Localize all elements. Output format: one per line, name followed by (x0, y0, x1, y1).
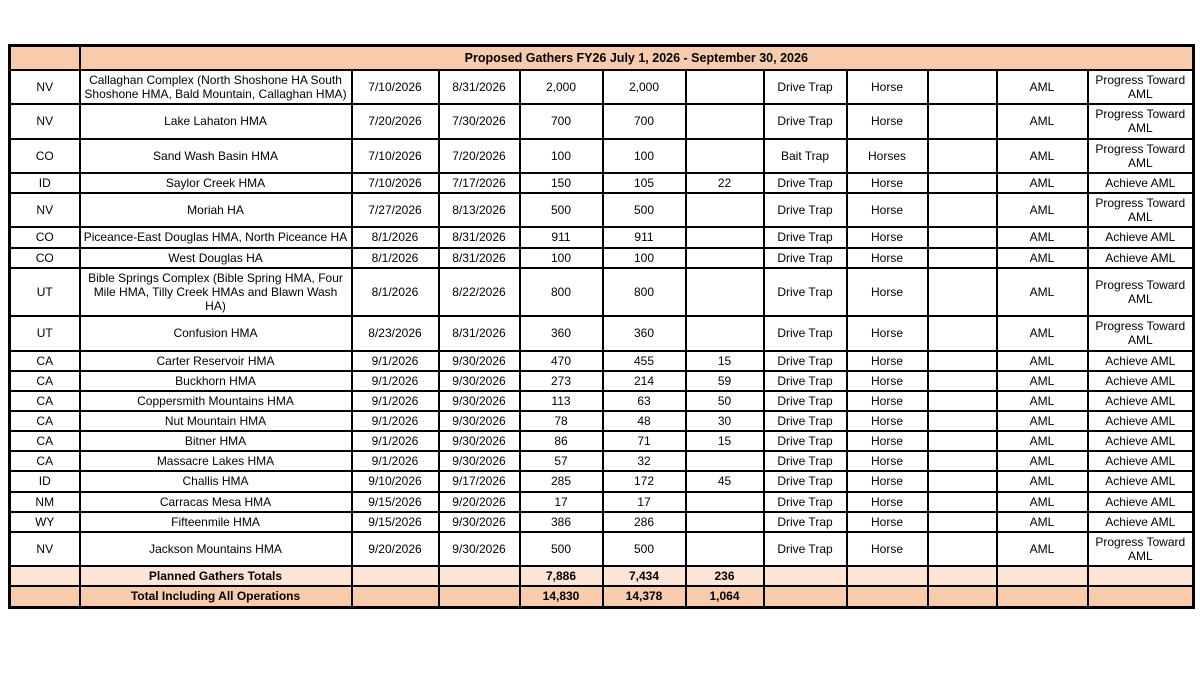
table-cell (928, 193, 997, 227)
table-cell (928, 351, 997, 371)
table-cell: 9/1/2026 (352, 351, 439, 371)
table-row (10, 248, 1194, 268)
table-cell: Drive Trap (764, 512, 847, 532)
table-cell: Achieve AML (1088, 451, 1194, 471)
table-cell: 105 (603, 173, 686, 193)
table-cell (686, 139, 764, 173)
table-cell: Lake Lahaton HMA (80, 104, 352, 138)
table-cell: 14,378 (603, 586, 686, 607)
table-cell: 30 (686, 411, 764, 431)
table-cell: 2,000 (520, 70, 603, 104)
table-cell: AML (997, 371, 1088, 391)
table-cell: Horse (847, 391, 928, 411)
table-cell (439, 586, 520, 607)
table-cell (352, 566, 439, 586)
table-row (10, 411, 1194, 431)
table-cell: 800 (603, 268, 686, 316)
table-cell: Drive Trap (764, 227, 847, 247)
table-cell: Progress Toward AML (1088, 104, 1194, 138)
table-cell: 7/20/2026 (439, 139, 520, 173)
table-cell: Nut Mountain HMA (80, 411, 352, 431)
table-cell (928, 268, 997, 316)
table-cell: NV (10, 104, 80, 138)
table-cell: NV (10, 70, 80, 104)
table-cell: CO (10, 227, 80, 247)
table-cell (928, 391, 997, 411)
table-cell: 59 (686, 371, 764, 391)
table-cell: Drive Trap (764, 471, 847, 491)
table-cell: 15 (686, 431, 764, 451)
table-cell: Piceance-East Douglas HMA, North Piceance HA (80, 227, 352, 247)
table-cell: AML (997, 411, 1088, 431)
table-cell (686, 532, 764, 566)
table-title-row (10, 46, 1194, 71)
table-cell: 50 (686, 391, 764, 411)
table-cell: AML (997, 104, 1088, 138)
table-cell: 7/10/2026 (352, 70, 439, 104)
table-cell: AML (997, 248, 1088, 268)
table-cell: AML (997, 193, 1088, 227)
table-cell: 150 (520, 173, 603, 193)
gather-table-body (10, 46, 1194, 608)
table-cell: Horses (847, 139, 928, 173)
table-cell: 113 (520, 391, 603, 411)
table-row (10, 451, 1194, 471)
table-row (10, 173, 1194, 193)
table-cell (847, 586, 928, 607)
table-cell: Drive Trap (764, 451, 847, 471)
table-cell: Horse (847, 451, 928, 471)
table-cell: Horse (847, 193, 928, 227)
table-cell: 214 (603, 371, 686, 391)
table-cell: CA (10, 451, 80, 471)
table-cell: Fifteenmile HMA (80, 512, 352, 532)
table-cell: 360 (520, 316, 603, 350)
table-cell (928, 586, 997, 607)
table-cell: Drive Trap (764, 431, 847, 451)
table-cell (928, 431, 997, 451)
table-cell: 470 (520, 351, 603, 371)
table-cell: AML (997, 431, 1088, 451)
table-cell: Callaghan Complex (North Shoshone HA South Shoshone HMA, Bald Mountain, Callaghan HMA) (80, 70, 352, 104)
table-cell: 100 (603, 248, 686, 268)
table-cell: Carracas Mesa HMA (80, 492, 352, 512)
table-cell: 911 (603, 227, 686, 247)
table-cell: AML (997, 173, 1088, 193)
table-cell (686, 104, 764, 138)
table-cell (928, 512, 997, 532)
table-cell: AML (997, 227, 1088, 247)
table-cell: AML (997, 316, 1088, 350)
table-cell: 8/31/2026 (439, 248, 520, 268)
table-cell: NV (10, 532, 80, 566)
table-cell: CA (10, 371, 80, 391)
table-cell: Bitner HMA (80, 431, 352, 451)
table-cell (928, 492, 997, 512)
table-cell: 9/15/2026 (352, 512, 439, 532)
table-cell: UT (10, 268, 80, 316)
table-cell: Drive Trap (764, 492, 847, 512)
table-cell: AML (997, 532, 1088, 566)
table-cell: 8/1/2026 (352, 227, 439, 247)
table-cell: 78 (520, 411, 603, 431)
table-cell: Drive Trap (764, 391, 847, 411)
table-cell: 71 (603, 431, 686, 451)
table-cell: 285 (520, 471, 603, 491)
table-cell: Horse (847, 227, 928, 247)
table-cell: Drive Trap (764, 193, 847, 227)
table-cell: 7/30/2026 (439, 104, 520, 138)
table-cell: 500 (520, 532, 603, 566)
table-cell: 7/17/2026 (439, 173, 520, 193)
table-cell (352, 586, 439, 607)
table-cell: 700 (603, 104, 686, 138)
table-cell: 7/10/2026 (352, 173, 439, 193)
table-cell: 8/31/2026 (439, 316, 520, 350)
table-cell: Drive Trap (764, 173, 847, 193)
table-title: Proposed Gathers FY26 July 1, 2026 - September 30, 2026 (80, 46, 1194, 71)
table-cell: Drive Trap (764, 70, 847, 104)
table-cell: 7/20/2026 (352, 104, 439, 138)
table-cell: Horse (847, 104, 928, 138)
table-cell (928, 566, 997, 586)
table-cell: Saylor Creek HMA (80, 173, 352, 193)
table-cell: Achieve AML (1088, 173, 1194, 193)
table-cell: 273 (520, 371, 603, 391)
table-cell: 9/30/2026 (439, 391, 520, 411)
table-cell: 236 (686, 566, 764, 586)
table-row (10, 193, 1194, 227)
table-row (10, 492, 1194, 512)
table-cell: Total Including All Operations (80, 586, 352, 607)
table-cell: 9/1/2026 (352, 451, 439, 471)
table-cell: Drive Trap (764, 268, 847, 316)
table-cell: 8/23/2026 (352, 316, 439, 350)
table-cell (764, 586, 847, 607)
table-cell: Drive Trap (764, 371, 847, 391)
table-cell: Achieve AML (1088, 512, 1194, 532)
table-cell: 8/13/2026 (439, 193, 520, 227)
table-cell: 9/30/2026 (439, 532, 520, 566)
table-cell: Jackson Mountains HMA (80, 532, 352, 566)
table-cell: Progress Toward AML (1088, 139, 1194, 173)
table-cell: AML (997, 139, 1088, 173)
table-cell: Achieve AML (1088, 411, 1194, 431)
table-cell: 386 (520, 512, 603, 532)
table-cell: UT (10, 316, 80, 350)
table-cell: Drive Trap (764, 351, 847, 371)
table-row (10, 104, 1194, 138)
table-cell: 8/22/2026 (439, 268, 520, 316)
table-cell: 22 (686, 173, 764, 193)
table-cell (997, 586, 1088, 607)
table-cell: Achieve AML (1088, 371, 1194, 391)
table-cell: AML (997, 391, 1088, 411)
table-cell (928, 371, 997, 391)
table-cell: 9/30/2026 (439, 431, 520, 451)
table-cell: Horse (847, 411, 928, 431)
table-cell: 15 (686, 351, 764, 371)
table-cell: 9/15/2026 (352, 492, 439, 512)
table-cell: CA (10, 411, 80, 431)
table-cell: Achieve AML (1088, 391, 1194, 411)
table-cell: 8/1/2026 (352, 268, 439, 316)
table-cell (928, 471, 997, 491)
table-cell: ID (10, 471, 80, 491)
table-cell: 100 (603, 139, 686, 173)
table-cell: Horse (847, 471, 928, 491)
table-cell: Confusion HMA (80, 316, 352, 350)
title-row-state-cell (10, 46, 80, 71)
table-cell: 9/30/2026 (439, 371, 520, 391)
table-cell (1088, 566, 1194, 586)
table-cell: Drive Trap (764, 104, 847, 138)
table-cell: 8/1/2026 (352, 248, 439, 268)
table-cell: Drive Trap (764, 248, 847, 268)
table-cell (10, 586, 80, 607)
table-cell: Progress Toward AML (1088, 532, 1194, 566)
table-cell: Drive Trap (764, 532, 847, 566)
table-cell: Challis HMA (80, 471, 352, 491)
table-cell: Progress Toward AML (1088, 268, 1194, 316)
table-cell: Carter Reservoir HMA (80, 351, 352, 371)
table-cell (686, 316, 764, 350)
table-cell: WY (10, 512, 80, 532)
table-cell: Buckhorn HMA (80, 371, 352, 391)
table-cell: Achieve AML (1088, 431, 1194, 451)
table-cell: 14,830 (520, 586, 603, 607)
table-cell: 455 (603, 351, 686, 371)
table-cell: 7/27/2026 (352, 193, 439, 227)
table-cell: 86 (520, 431, 603, 451)
table-cell: 57 (520, 451, 603, 471)
table-cell: 9/1/2026 (352, 371, 439, 391)
table-cell (1088, 586, 1194, 607)
table-cell: AML (997, 70, 1088, 104)
table-row (10, 371, 1194, 391)
table-cell: West Douglas HA (80, 248, 352, 268)
table-cell: Achieve AML (1088, 492, 1194, 512)
table-cell (686, 248, 764, 268)
table-cell (928, 316, 997, 350)
table-cell: Bible Springs Complex (Bible Spring HMA, Four Mile HMA, Tilly Creek HMAs and Blawn Wash HA) (80, 268, 352, 316)
table-cell: 9/10/2026 (352, 471, 439, 491)
table-cell: Horse (847, 532, 928, 566)
table-cell: NM (10, 492, 80, 512)
table-cell: 8/31/2026 (439, 70, 520, 104)
table-cell: 17 (603, 492, 686, 512)
table-cell: Drive Trap (764, 411, 847, 431)
table-cell: Horse (847, 492, 928, 512)
table-cell: Massacre Lakes HMA (80, 451, 352, 471)
table-cell: 32 (603, 451, 686, 471)
table-cell (686, 268, 764, 316)
table-cell (686, 227, 764, 247)
table-cell: 9/1/2026 (352, 391, 439, 411)
table-cell: CA (10, 431, 80, 451)
table-cell (997, 566, 1088, 586)
table-cell: 9/30/2026 (439, 351, 520, 371)
table-cell: 7,434 (603, 566, 686, 586)
table-cell: Bait Trap (764, 139, 847, 173)
table-cell: CA (10, 391, 80, 411)
table-cell (686, 193, 764, 227)
table-cell: 48 (603, 411, 686, 431)
table-cell (439, 566, 520, 586)
table-cell (928, 532, 997, 566)
table-cell: Progress Toward AML (1088, 193, 1194, 227)
table-cell: 17 (520, 492, 603, 512)
table-cell: ID (10, 173, 80, 193)
table-cell: 911 (520, 227, 603, 247)
table-cell: 9/20/2026 (352, 532, 439, 566)
table-row (10, 512, 1194, 532)
table-cell (686, 70, 764, 104)
table-cell: AML (997, 268, 1088, 316)
table-cell: Horse (847, 351, 928, 371)
table-cell (928, 451, 997, 471)
table-cell (686, 512, 764, 532)
table-row (10, 431, 1194, 451)
table-cell: 800 (520, 268, 603, 316)
table-cell: AML (997, 492, 1088, 512)
table-cell (928, 411, 997, 431)
table-cell: CO (10, 139, 80, 173)
table-cell: Horse (847, 173, 928, 193)
table-cell: 7,886 (520, 566, 603, 586)
table-cell: Coppersmith Mountains HMA (80, 391, 352, 411)
table-cell: 500 (520, 193, 603, 227)
table-cell: Achieve AML (1088, 471, 1194, 491)
table-cell: 500 (603, 532, 686, 566)
proposed-gathers-table (8, 44, 1195, 609)
table-cell (928, 227, 997, 247)
table-row (10, 391, 1194, 411)
table-cell: Moriah HA (80, 193, 352, 227)
table-cell: 9/30/2026 (439, 451, 520, 471)
table-cell (928, 139, 997, 173)
table-cell: Planned Gathers Totals (80, 566, 352, 586)
table-cell (928, 248, 997, 268)
table-cell: 63 (603, 391, 686, 411)
table-row (10, 351, 1194, 371)
table-row (10, 316, 1194, 350)
table-cell: Achieve AML (1088, 351, 1194, 371)
table-cell: NV (10, 193, 80, 227)
table-cell: Horse (847, 70, 928, 104)
table-cell: CO (10, 248, 80, 268)
table-cell: Horse (847, 248, 928, 268)
table-cell: 286 (603, 512, 686, 532)
table-cell: Progress Toward AML (1088, 316, 1194, 350)
table-cell: Achieve AML (1088, 248, 1194, 268)
table-cell: AML (997, 451, 1088, 471)
table-cell: 100 (520, 248, 603, 268)
table-cell (686, 492, 764, 512)
table-row (10, 139, 1194, 173)
table-cell: Achieve AML (1088, 227, 1194, 247)
table-cell: CA (10, 351, 80, 371)
table-row (10, 70, 1194, 104)
table-cell: AML (997, 351, 1088, 371)
totals-row (10, 586, 1194, 607)
table-cell (10, 566, 80, 586)
totals-row (10, 566, 1194, 586)
table-cell: AML (997, 471, 1088, 491)
table-cell: Horse (847, 431, 928, 451)
table-cell: AML (997, 512, 1088, 532)
table-cell (928, 70, 997, 104)
table-cell: Drive Trap (764, 316, 847, 350)
table-cell: 8/31/2026 (439, 227, 520, 247)
table-row (10, 471, 1194, 491)
table-cell: 9/30/2026 (439, 411, 520, 431)
table-cell: Horse (847, 316, 928, 350)
table-cell: Horse (847, 268, 928, 316)
table-cell (847, 566, 928, 586)
table-cell: Sand Wash Basin HMA (80, 139, 352, 173)
table-cell: 2,000 (603, 70, 686, 104)
table-cell: 700 (520, 104, 603, 138)
table-cell: 360 (603, 316, 686, 350)
table-cell: 500 (603, 193, 686, 227)
table-cell: 9/1/2026 (352, 431, 439, 451)
table-cell: 9/1/2026 (352, 411, 439, 431)
table-cell: 7/10/2026 (352, 139, 439, 173)
table-cell (928, 173, 997, 193)
table-cell: 45 (686, 471, 764, 491)
table-cell: 172 (603, 471, 686, 491)
table-cell: 9/30/2026 (439, 512, 520, 532)
table-row (10, 268, 1194, 316)
table-cell (928, 104, 997, 138)
table-cell: Horse (847, 512, 928, 532)
table-cell: Horse (847, 371, 928, 391)
table-cell: 9/17/2026 (439, 471, 520, 491)
table-cell: 9/20/2026 (439, 492, 520, 512)
table-cell: Progress Toward AML (1088, 70, 1194, 104)
table-row (10, 532, 1194, 566)
table-row (10, 227, 1194, 247)
table-cell (686, 451, 764, 471)
table-cell (764, 566, 847, 586)
table-cell: 1,064 (686, 586, 764, 607)
table-cell: 100 (520, 139, 603, 173)
